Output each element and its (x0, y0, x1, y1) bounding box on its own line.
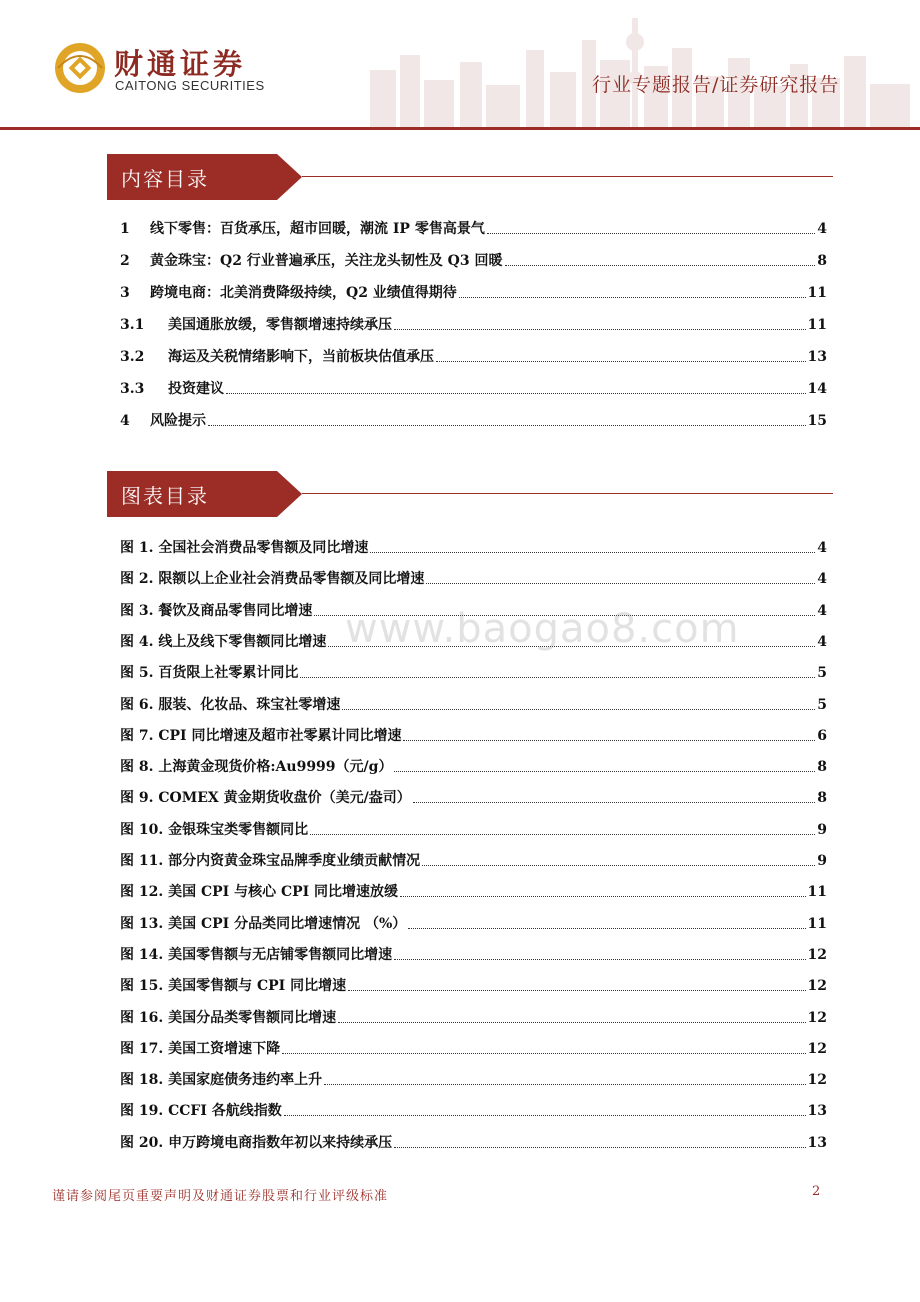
toc-item-title: 线下零售：百货承压，超市回暖，潮流 IP 零售高景气 (150, 221, 485, 237)
figure-list-item[interactable] (120, 944, 827, 964)
figure-page: 12 (807, 946, 827, 963)
figure-list-item[interactable] (120, 850, 827, 870)
toc-item-title: 美国通胀放缓，零售额增速持续承压 (168, 317, 392, 333)
figure-title: 图 2. 限额以上企业社会消费品零售额及同比增速 (120, 571, 425, 588)
figure-title: 图 4. 线上及线下零售额同比增速 (120, 633, 327, 650)
figure-page: 9 (817, 821, 827, 838)
figures-banner-rule (302, 493, 833, 494)
figure-list-item[interactable] (120, 881, 827, 901)
figure-page: 5 (817, 696, 827, 713)
leader-dots (505, 265, 816, 266)
leader-dots (408, 928, 805, 929)
leader-dots (324, 1084, 805, 1085)
leader-dots (284, 1115, 806, 1116)
figure-list-item[interactable] (120, 975, 827, 995)
leader-dots (400, 896, 805, 897)
toc-item[interactable] (120, 346, 827, 366)
watermark: www.baogao8.com (345, 606, 740, 652)
toc-item-number: 3 (120, 285, 130, 301)
leader-dots (226, 393, 806, 394)
figure-title: 图 5. 百货限上社零累计同比 (120, 665, 299, 682)
leader-dots (348, 990, 805, 991)
figure-page: 12 (807, 1072, 827, 1089)
figure-title: 图 7. CPI 同比增速及超市社零累计同比增速 (120, 727, 402, 744)
leader-dots (426, 583, 815, 584)
figure-list-item[interactable] (120, 756, 827, 776)
toc-item-number: 3.2 (120, 349, 145, 365)
toc-item[interactable] (120, 378, 827, 398)
page-number: 2 (812, 1184, 821, 1199)
figure-list-item[interactable] (120, 787, 827, 807)
figure-page: 6 (817, 727, 827, 744)
toc-item-number: 3.3 (120, 381, 145, 397)
figure-title: 图 18. 美国家庭债务违约率上升 (120, 1072, 323, 1089)
figure-title: 图 11. 部分内资黄金珠宝品牌季度业绩贡献情况 (120, 853, 421, 869)
brand-name-cn: 财通证券 (114, 47, 247, 81)
figure-title: 图 8. 上海黄金现货价格:Au9999（元/g） (120, 759, 393, 776)
caitong-logo (52, 40, 108, 96)
figure-list-item[interactable] (120, 819, 827, 839)
figure-page: 8 (817, 759, 827, 776)
contents-banner (107, 154, 833, 200)
figure-page: 4 (817, 540, 827, 556)
footer-disclaimer: 谨请参阅尾页重要声明及财通证券股票和行业评级标准 (52, 1189, 389, 1204)
toc-item-number: 3.1 (120, 317, 145, 333)
leader-dots (310, 834, 815, 835)
toc-item[interactable] (120, 250, 827, 270)
toc-item-title: 黄金珠宝：Q2 行业普遍承压，关注龙头韧性及 Q3 回暖 (150, 253, 503, 269)
figure-title: 图 1. 全国社会消费品零售额及同比增速 (120, 540, 369, 556)
figure-title: 图 17. 美国工资增速下降 (120, 1040, 281, 1057)
figure-page: 11 (807, 884, 827, 901)
contents-heading: 内容目录 (121, 167, 209, 191)
leader-dots (394, 329, 806, 330)
figure-list-item[interactable] (120, 1132, 827, 1152)
toc-item-title: 跨境电商：北美消费降级持续，Q2 业绩值得期待 (150, 285, 457, 301)
figure-title: 图 19. CCFI 各航线指数 (120, 1103, 282, 1120)
figure-title: 图 3. 餐饮及商品零售同比增速 (120, 602, 313, 619)
toc-item-page: 11 (807, 317, 827, 333)
figure-title: 图 20. 申万跨境电商指数年初以来持续承压 (120, 1134, 393, 1151)
figure-list-item[interactable] (120, 537, 827, 557)
figure-page: 4 (817, 571, 827, 588)
toc-item[interactable] (120, 314, 827, 334)
figure-title: 图 16. 美国分品类零售额同比增速 (120, 1009, 337, 1026)
figure-page: 13 (807, 1103, 827, 1120)
toc-item-title: 投资建议 (168, 381, 224, 397)
toc-item-number: 1 (120, 221, 130, 237)
figure-list-item[interactable] (120, 725, 827, 745)
figure-page: 12 (807, 1009, 827, 1026)
city-skyline-graphic (360, 0, 920, 128)
toc-item-title: 风险提示 (150, 413, 206, 429)
toc-item[interactable] (120, 410, 827, 430)
contents-banner-rule (302, 176, 833, 177)
figure-page: 8 (817, 790, 827, 807)
toc-item[interactable] (120, 218, 827, 238)
leader-dots (282, 1053, 805, 1054)
figure-page: 12 (807, 978, 827, 995)
leader-dots (300, 677, 815, 678)
figures-banner (107, 471, 833, 517)
figure-page: 4 (817, 602, 827, 619)
figure-list-item[interactable] (120, 1038, 827, 1058)
leader-dots (459, 297, 806, 298)
leader-dots (394, 771, 815, 772)
page-header (0, 0, 920, 135)
figure-page: 12 (807, 1040, 827, 1057)
figure-page: 5 (817, 665, 827, 682)
toc-item-page: 4 (817, 221, 827, 237)
figure-list-item[interactable] (120, 913, 827, 933)
figure-page: 9 (817, 853, 827, 869)
brand-name-en: CAITONG SECURITIES (115, 78, 265, 93)
figure-page: 11 (807, 915, 827, 932)
figure-title: 图 12. 美国 CPI 与核心 CPI 同比增速放缓 (120, 884, 399, 901)
figure-list-item[interactable] (120, 1069, 827, 1089)
leader-dots (422, 865, 815, 866)
leader-dots (394, 1147, 805, 1148)
figure-title: 图 13. 美国 CPI 分品类同比增速情况 （%） (120, 915, 407, 932)
leader-dots (436, 361, 806, 362)
leader-dots (338, 1022, 805, 1023)
toc-item-page: 15 (807, 413, 827, 429)
leader-dots (370, 552, 815, 553)
header-divider (0, 127, 920, 130)
toc-item-page: 13 (807, 349, 827, 365)
leader-dots (208, 425, 806, 426)
figure-title: 图 14. 美国零售额与无店铺零售额同比增速 (120, 946, 393, 963)
leader-dots (487, 233, 815, 234)
leader-dots (413, 802, 816, 803)
leader-dots (403, 740, 815, 741)
figure-title: 图 10. 金银珠宝类零售额同比 (120, 821, 309, 838)
toc-item-page: 8 (817, 253, 827, 269)
toc-item-number: 2 (120, 253, 130, 269)
figure-title: 图 15. 美国零售额与 CPI 同比增速 (120, 978, 347, 995)
figures-heading: 图表目录 (121, 484, 209, 508)
leader-dots (342, 709, 815, 710)
figure-list-item[interactable] (120, 694, 827, 714)
toc-item-title: 海运及关税情绪影响下，当前板块估值承压 (168, 349, 434, 365)
toc-item[interactable] (120, 282, 827, 302)
figure-list-item[interactable] (120, 568, 827, 588)
toc-item-number: 4 (120, 413, 130, 429)
toc-item-page: 14 (807, 381, 827, 397)
figure-list-item[interactable] (120, 662, 827, 682)
figure-list-item[interactable] (120, 1007, 827, 1027)
figure-page: 4 (817, 633, 827, 650)
report-type: 行业专题报告/证券研究报告 (592, 74, 840, 96)
toc-item-page: 11 (807, 285, 827, 301)
figure-title: 图 9. COMEX 黄金期货收盘价（美元/盎司） (120, 790, 411, 807)
figure-title: 图 6. 服装、化妆品、珠宝社零增速 (120, 696, 341, 713)
figure-list-item[interactable] (120, 1100, 827, 1120)
figure-page: 13 (807, 1134, 827, 1151)
leader-dots (394, 959, 805, 960)
